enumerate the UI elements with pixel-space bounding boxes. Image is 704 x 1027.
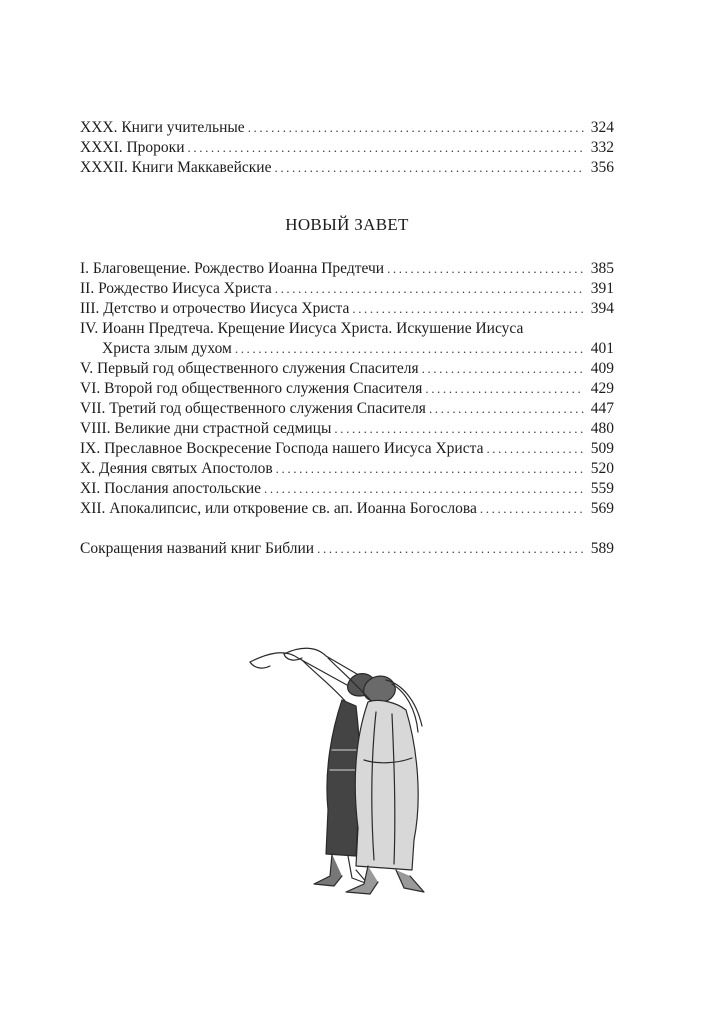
toc-entry-page: 509 — [590, 440, 614, 457]
toc-entry-title-continuation: Христа злым духом — [102, 340, 232, 357]
section-heading-new-testament: НОВЫЙ ЗАВЕТ — [285, 215, 409, 234]
toc-entry-page: 447 — [590, 400, 614, 417]
toc-entry-page: 480 — [590, 420, 614, 437]
toc-new-testament — [80, 259, 614, 519]
toc-entry-title: I. Благовещение. Рождество Иоанна Предтечи — [80, 260, 385, 277]
toc-entry[interactable] — [80, 279, 614, 299]
toc-entry[interactable] — [80, 539, 614, 559]
toc-entry-page: 385 — [590, 260, 614, 277]
toc-leader-dots — [387, 259, 584, 279]
toc-entry-title: XI. Послания апостольские — [80, 480, 262, 497]
toc-entry-page: 409 — [590, 360, 614, 377]
toc-entry-title: V. Первый год общественного служения Спасителя — [80, 360, 419, 377]
toc-entry-title: X. Деяния святых Апостолов — [80, 460, 273, 477]
toc-leader-dots — [425, 379, 584, 399]
toc-leader-dots — [352, 299, 584, 319]
toc-leader-dots — [235, 339, 584, 359]
toc-entry[interactable] — [80, 359, 614, 379]
toc-entry-title: XII. Апокалипсис, или откровение св. ап. Иоанна Богослова — [80, 500, 477, 517]
toc-leader-dots — [248, 118, 584, 138]
toc-entry-first-line[interactable] — [80, 319, 614, 339]
toc-entry[interactable] — [80, 259, 614, 279]
toc-entry[interactable] — [80, 118, 614, 138]
toc-entry-title: II. Рождество Иисуса Христа — [80, 280, 272, 297]
toc-entry[interactable] — [80, 479, 614, 499]
toc-entry[interactable] — [80, 379, 614, 399]
trumpet-shape — [250, 653, 356, 690]
toc-entry[interactable] — [80, 138, 614, 158]
toc-entry-title: VI. Второй год общественного служения Спасителя — [80, 380, 423, 397]
toc-leader-dots — [334, 419, 584, 439]
toc-entry-title: XXXII. Книги Маккавейские — [80, 159, 272, 176]
toc-leader-dots — [422, 359, 584, 379]
toc-leader-dots — [276, 459, 584, 479]
toc-entry-title: IV. Иоанн Предтеча. Крещение Иисуса Христа. Искушение Иисуса — [80, 320, 524, 337]
toc-entry-title: VIII. Великие дни страстной седмицы — [80, 420, 332, 437]
toc-leader-dots — [486, 439, 584, 459]
toc-entry[interactable] — [80, 439, 614, 459]
toc-entry-page: 401 — [590, 340, 614, 357]
toc-entry[interactable] — [80, 499, 614, 519]
toc-old-testament — [80, 118, 614, 178]
toc-leader-dots — [317, 539, 584, 559]
toc-entry[interactable] — [80, 299, 614, 319]
trumpeters-illustration — [236, 640, 448, 898]
toc-entry[interactable] — [80, 399, 614, 419]
toc-abbreviations — [80, 539, 614, 559]
toc-entry-page: 569 — [590, 500, 614, 517]
toc-entry-title: Сокращения названий книг Библии — [80, 540, 315, 557]
toc-entry-page: 559 — [590, 480, 614, 497]
toc-leader-dots — [429, 399, 584, 419]
toc-entry-page: 394 — [590, 300, 614, 317]
toc-entry-page: 324 — [590, 119, 614, 136]
toc-leader-dots — [275, 279, 584, 299]
toc-leader-dots — [274, 158, 584, 178]
toc-leader-dots — [264, 479, 584, 499]
toc-entry-page: 391 — [590, 280, 614, 297]
toc-entry-page: 332 — [590, 139, 614, 156]
toc-entry-title: XXXI. Пророки — [80, 139, 185, 156]
toc-leader-dots — [480, 499, 584, 519]
toc-entry[interactable] — [80, 158, 614, 178]
toc-entry[interactable] — [80, 459, 614, 479]
toc-entry-title: XXX. Книги учительные — [80, 119, 245, 136]
toc-entry-title: VII. Третий год общественного служения Спасителя — [80, 400, 426, 417]
toc-entry[interactable] — [80, 419, 614, 439]
toc-entry-page: 589 — [590, 540, 614, 557]
toc-leader-dots — [188, 138, 584, 158]
toc-entry-title: IX. Преславное Воскресение Господа нашего Иисуса Христа — [80, 440, 484, 457]
toc-entry-page: 356 — [590, 159, 614, 176]
toc-entry-title: III. Детство и отрочество Иисуса Христа — [80, 300, 350, 317]
toc-entry-page: 520 — [590, 460, 614, 477]
toc-entry-page: 429 — [590, 380, 614, 397]
toc-entry-continuation[interactable] — [80, 339, 614, 359]
